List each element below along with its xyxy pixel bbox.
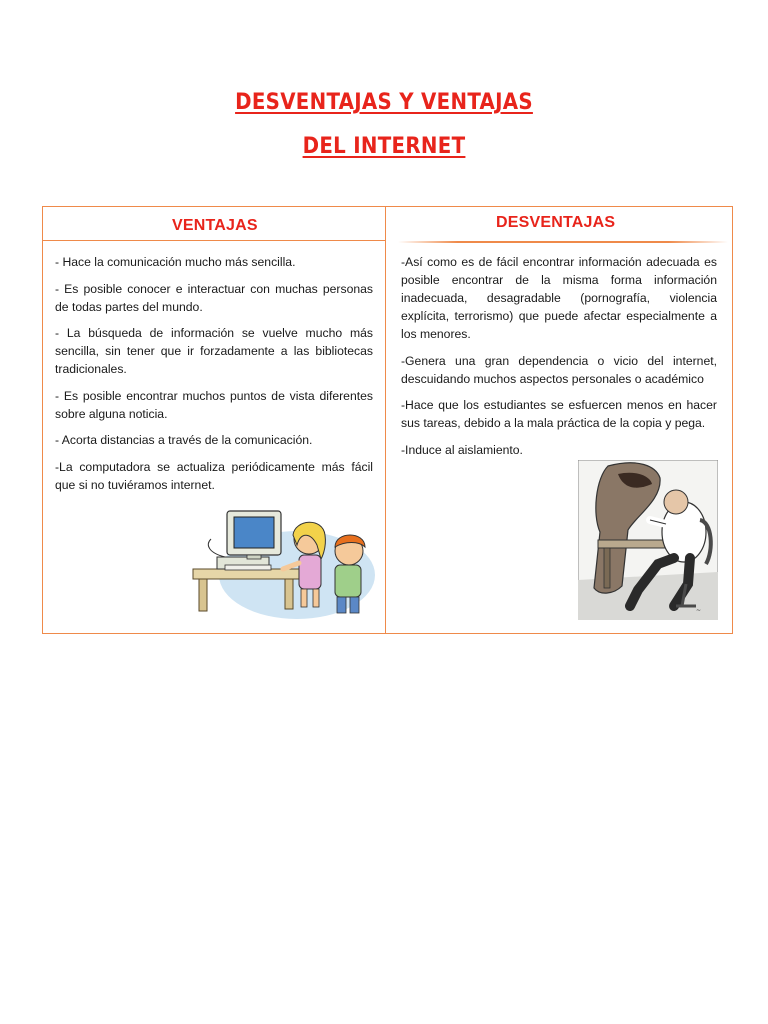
column-divider xyxy=(385,207,386,633)
comparison-table xyxy=(42,206,733,634)
computer-swallowing-man-illustration xyxy=(578,460,718,620)
title-text-1: DESVENTAJAS Y VENTAJAS xyxy=(235,90,533,115)
header-rule-right xyxy=(398,241,728,243)
header-rule-left xyxy=(43,240,385,241)
desventajas-column xyxy=(401,253,717,467)
desventaja-item: -Induce al aislamiento. xyxy=(401,442,523,457)
desventaja-item: -Hace que los estudiantes se esfuercen menos en hacer sus tareas, debido a la mala práctica de la copia y pega. xyxy=(401,398,717,430)
desventaja-item: -Así como es de fácil encontrar información adecuada es posible encontrar de la misma forma información inadecuada, desagradable (pornografía, violencia explícita, terrorismo) que puede afectar especialmente a los menores. xyxy=(401,255,717,341)
ventaja-item: - Hace la comunicación mucho más sencilla. xyxy=(55,255,296,269)
ventaja-item: - La búsqueda de información se vuelve mucho más sencilla, sin tener que ir forzadamente a las bibliotecas tradicionales. xyxy=(55,326,373,376)
page-title-line-2 xyxy=(0,134,768,159)
desventajas-header: DESVENTAJAS xyxy=(496,214,616,231)
ventajas-column xyxy=(55,253,373,502)
desventaja-item: -Genera una gran dependencia o vicio del internet, descuidando muchos aspectos personales o académico xyxy=(401,353,717,386)
ventaja-item: -La computadora se actualiza periódicamente más fácil que si no tuviéramos internet. xyxy=(55,459,373,492)
title-text-2: DEL INTERNET xyxy=(302,134,466,159)
svg-text:~: ~ xyxy=(696,607,702,614)
ventajas-header: VENTAJAS xyxy=(172,217,258,234)
ventaja-item: - Es posible conocer e interactuar con muchas personas de todas partes del mundo. xyxy=(55,281,373,314)
ventaja-item: - Acorta distancias a través de la comunicación. xyxy=(55,433,313,447)
children-computer-illustration xyxy=(189,505,375,623)
page-title-line-1 xyxy=(0,90,768,115)
ventaja-item: - Es posible encontrar muchos puntos de vista diferentes sobre alguna noticia. xyxy=(55,388,373,421)
